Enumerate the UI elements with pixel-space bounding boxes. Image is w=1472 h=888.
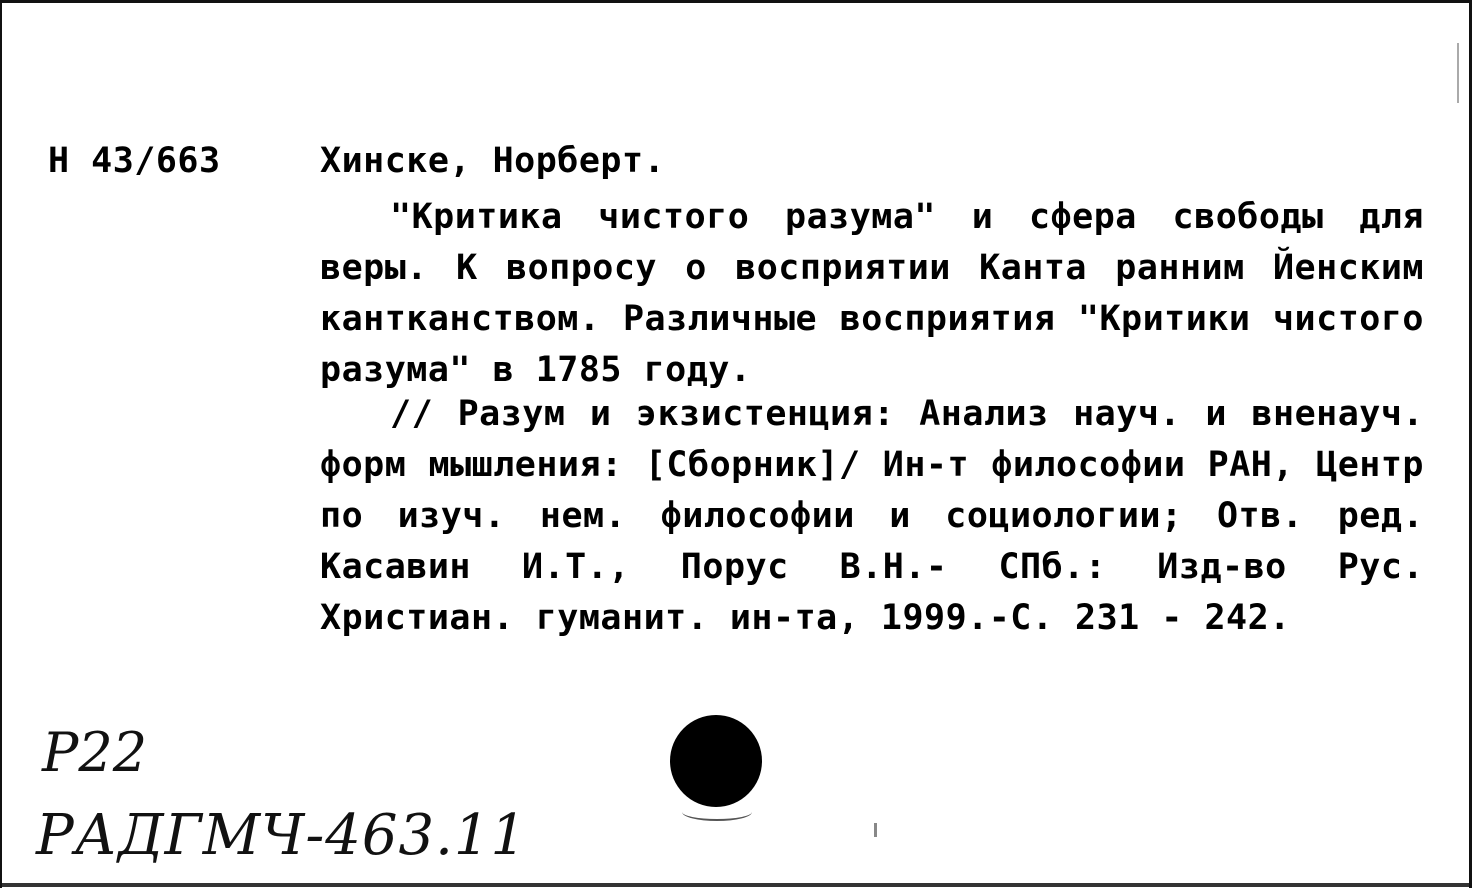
- ink-speck: [874, 823, 877, 837]
- punch-hole-shadow: [682, 803, 752, 821]
- card-bottom-edge: [2, 883, 1469, 887]
- edge-mark: [1457, 43, 1459, 103]
- handwritten-classification-code: Р22: [42, 721, 148, 784]
- author-heading: Хинске, Норберт.: [320, 141, 666, 181]
- handwritten-inventory-number: РАДГМЧ-463.11: [36, 803, 528, 868]
- punch-hole: [670, 715, 762, 807]
- source-paragraph: // Разум и экзистенция: Анализ науч. и вненауч. форм мышления: [Сборник]/ Ин-т философии РАН, Центр по изуч. нем. философии и социологии; Отв. ред. Касавин И.Т., Порус В.Н.- СПб.: Изд-во Рус. Христиан. гуманит. ин-та, 1999.-С. 231 - 242.: [320, 394, 1424, 638]
- shelfmark: Н 43/663: [48, 141, 221, 181]
- title-paragraph: "Критика чистого разума" и сфера свободы для веры. К вопросу о восприятии Канта ранним Йенским кантканством. Различные восприятия "Критики чистого разума" в 1785 году.: [320, 197, 1424, 390]
